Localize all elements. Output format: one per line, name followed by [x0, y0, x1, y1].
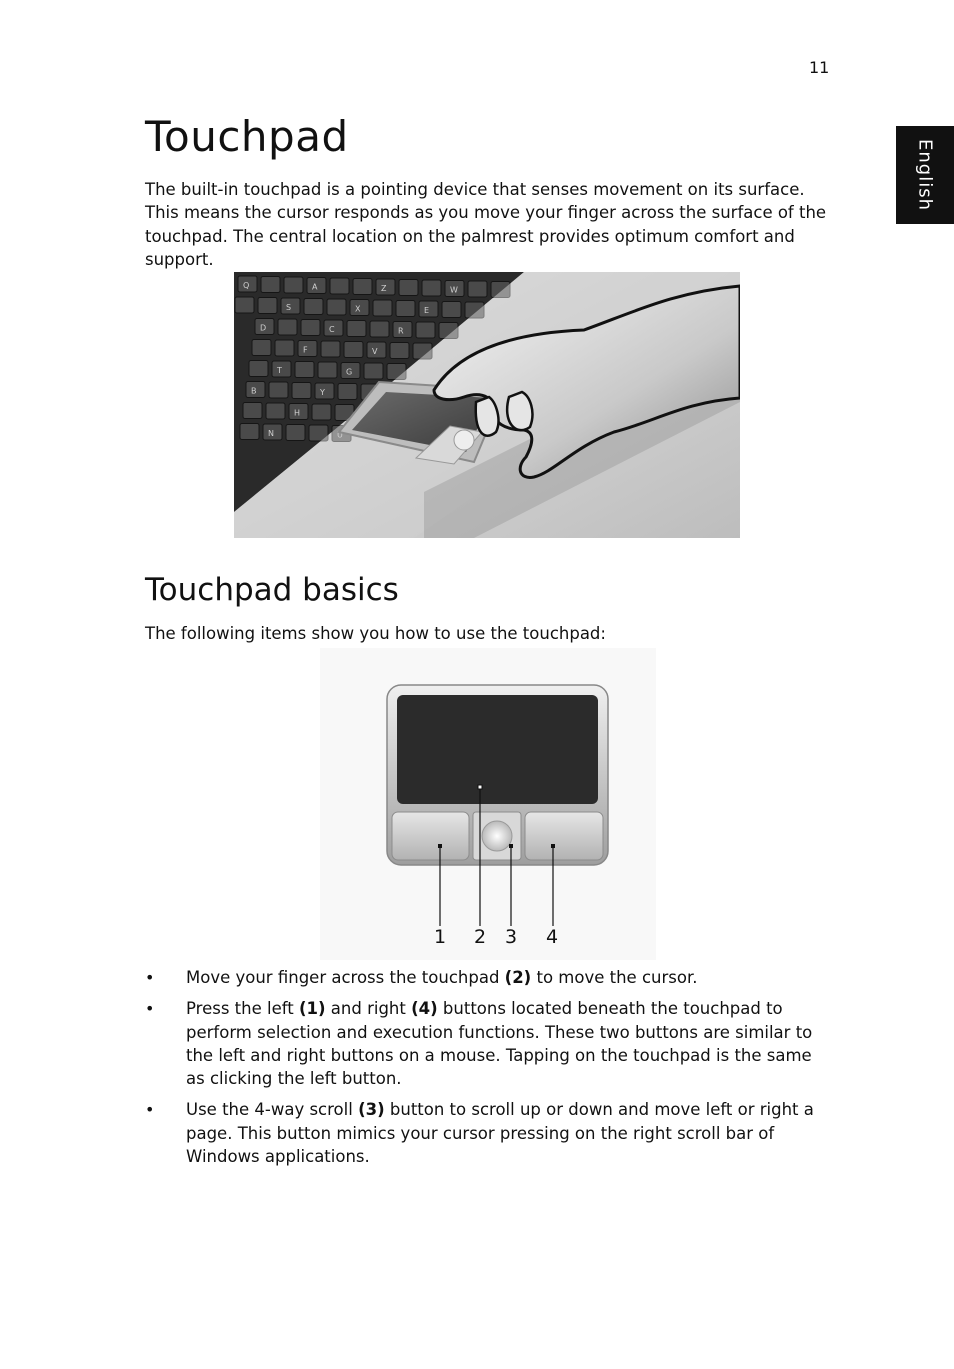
- keyboard-key: [347, 321, 366, 337]
- touchpad-diagram: [320, 648, 656, 960]
- keyboard-key: [269, 382, 288, 398]
- keyboard-key: [390, 343, 409, 359]
- keyboard-key-label: R: [398, 326, 404, 336]
- keyboard-key-label: F: [303, 345, 308, 355]
- keyboard-key-label: Y: [320, 388, 325, 397]
- section-title: Touchpad basics: [145, 572, 399, 608]
- keyboard-key: [327, 299, 346, 315]
- keyboard-key-label: H: [294, 408, 301, 418]
- keyboard-key: [278, 319, 297, 335]
- keyboard-key: [292, 383, 311, 399]
- keyboard-key-label: S: [286, 303, 292, 312]
- keyboard-key-label: V: [372, 347, 378, 356]
- keyboard-key: [301, 320, 320, 336]
- keyboard-key-label: X: [355, 304, 361, 314]
- keyboard-key-label: N: [268, 429, 274, 438]
- callout-3: 3: [505, 926, 518, 948]
- keyboard-key: [416, 322, 435, 338]
- keyboard-key-label: W: [450, 285, 458, 295]
- keyboard-key: [284, 277, 303, 293]
- keyboard-key: [240, 424, 259, 440]
- keyboard-key: [286, 425, 305, 441]
- keyboard-key: [261, 277, 280, 293]
- keyboard-key-label: Q: [243, 281, 250, 290]
- keyboard-key: [468, 281, 487, 297]
- keyboard-key: [235, 297, 254, 313]
- language-tab-label: English: [914, 139, 936, 211]
- list-item: • Press the left (1) and right (4) buttons located beneath the touchpad to perform selection and execution functions. These two buttons are similar to the left and right buttons on a mouse. Tapping on the touchpad is the same as clicking the left button.: [145, 997, 835, 1090]
- keyboard-key: [312, 404, 331, 420]
- language-tab: [896, 126, 954, 224]
- keyboard-key: [353, 279, 372, 295]
- keyboard-key: [252, 340, 271, 356]
- keyboard-key: [243, 403, 262, 419]
- keyboard-key: [266, 403, 285, 419]
- keyboard-key: [396, 301, 415, 317]
- keyboard-key: [295, 362, 314, 378]
- keyboard-key: [318, 362, 337, 378]
- callout-1: 1: [434, 926, 447, 948]
- keyboard-key: [304, 299, 323, 315]
- keyboard-key: [442, 302, 461, 318]
- keyboard-key-label: C: [329, 325, 335, 334]
- keyboard-key: [370, 321, 389, 337]
- keyboard-key-label: B: [251, 386, 257, 396]
- keyboard-key: [338, 384, 357, 400]
- keyboard-key-label: Z: [381, 284, 387, 293]
- keyboard-key-label: D: [260, 323, 267, 333]
- list-item: • Use the 4-way scroll (3) button to scroll up or down and move left or right a page. This button mimics your cursor pressing on the right scroll bar of Windows applications.: [145, 1098, 835, 1168]
- touchpad-photo: [234, 272, 740, 538]
- lead-paragraph: The following items show you how to use the touchpad:: [145, 624, 606, 643]
- page-title: Touchpad: [145, 112, 349, 161]
- keyboard-key: [399, 280, 418, 296]
- right-button: [525, 812, 603, 860]
- keyboard-key: [344, 342, 363, 358]
- keyboard-key: [258, 298, 277, 314]
- list-item: • Move your finger across the touchpad (2) to move the cursor.: [145, 966, 835, 989]
- keyboard-key: [330, 278, 349, 294]
- intro-paragraph: The built-in touchpad is a pointing device that senses movement on its surface. This means the cursor responds as you move your finger across the surface of the touchpad. The central location on the palmrest provides optimum comfort and support.: [145, 180, 827, 269]
- keyboard-key-label: E: [424, 306, 430, 315]
- keyboard-key: [321, 341, 340, 357]
- keyboard-key-label: T: [277, 366, 282, 375]
- keyboard-key: [364, 363, 383, 379]
- keyboard-key: [373, 300, 392, 316]
- keyboard-key: [422, 280, 441, 296]
- callout-2: 2: [474, 926, 487, 948]
- callout-4: 4: [546, 926, 559, 948]
- keyboard-key: [275, 340, 294, 356]
- keyboard-key-label: G: [346, 367, 353, 377]
- keyboard-key: [249, 361, 268, 377]
- page-number: 11: [809, 58, 830, 77]
- keyboard-key-label: A: [312, 282, 318, 292]
- usage-list: [145, 966, 835, 1176]
- touchpad-surface: [397, 695, 598, 804]
- left-button: [392, 812, 469, 860]
